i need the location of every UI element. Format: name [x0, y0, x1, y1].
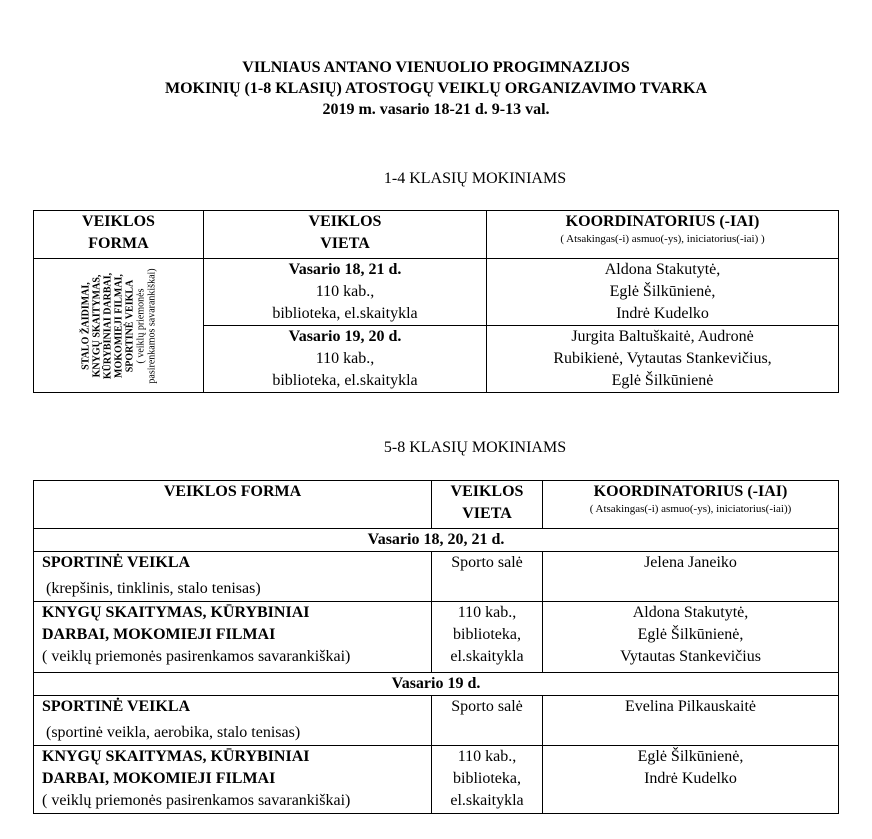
activity-note: ( veiklų priemonės pasirenkamos savarankiškai) — [42, 648, 351, 665]
activity-cell — [34, 602, 432, 673]
table1-header-row — [34, 211, 839, 259]
section2-title: 5-8 KLASIŲ MOKINIAMS — [383, 439, 567, 456]
col-header-koordinatorius-sub: ( Atsakingas(-i) asmuo(-ys), iniciatorius(-iai) ) — [560, 233, 765, 245]
place-cell — [432, 746, 543, 814]
col-header-koordinatorius-sub: ( Atsakingas(-i) asmuo(-ys), iniciatorius(-iai)) — [589, 503, 792, 515]
col-header-koordinatorius-label: KOORDINATORIUS (-IAI) — [565, 213, 760, 230]
activity-cell — [34, 746, 432, 814]
activity-title: KNYGŲ SKAITYMAS, KŪRYBINIAI — [42, 604, 310, 621]
col-header-koordinatorius-label: KOORDINATORIUS (-IAI) — [593, 483, 788, 500]
activity-form-title: STALO ŽAIDIMAI, KNYGŲ SKAITYMAS, KŪRYBINIAI DARBAI, MOKOMIEJI FILMAI, SPORTINĖ VEIKLA — [80, 272, 135, 379]
activity-note: (sportinė veikla, aerobika, stalo tenisas) — [46, 724, 301, 741]
coordinator-name: Jurgita Baltuškaitė, Audronė — [571, 328, 754, 345]
place-cell — [204, 259, 487, 326]
activity-title: DARBAI, MOKOMIEJI FILMAI — [42, 770, 276, 787]
col-header-forma — [34, 211, 204, 259]
date-group-row — [34, 529, 839, 552]
date-group-row — [34, 673, 839, 696]
row-place: 110 kab., — [457, 748, 517, 765]
date-group-label: Vasario 19 d. — [34, 673, 839, 696]
row-place: 110 kab., — [315, 283, 375, 300]
col-header-vieta-l2: VIETA — [462, 505, 512, 522]
activity-form-vertical-text — [80, 263, 157, 388]
activity-note: ( veiklų priemonės pasirenkamos savarankiškai) — [42, 792, 351, 809]
place-cell: Sporto salė — [432, 696, 543, 746]
document-date: 2019 m. vasario 18-21 d. 9-13 val. — [322, 101, 550, 118]
activity-title: DARBAI, MOKOMIEJI FILMAI — [42, 626, 276, 643]
place-cell: Sporto salė — [432, 552, 543, 602]
col-header-forma-l2: FORMA — [88, 235, 149, 252]
coordinator-cell — [487, 326, 839, 393]
coordinator-name: Vytautas Stankevičius — [620, 648, 761, 665]
table-row — [34, 259, 839, 326]
row-place: biblioteka, el.skaitykla — [272, 372, 418, 389]
document-title: MOKINIŲ (1-8 KLASIŲ) ATOSTOGŲ VEIKLŲ ORGANIZAVIMO TVARKA — [164, 80, 708, 97]
col-header-koordinatorius — [487, 211, 839, 259]
school-name: VILNIAUS ANTANO VIENUOLIO PROGIMNAZIJOS — [242, 59, 630, 76]
activity-title: SPORTINĖ VEIKLA — [42, 698, 191, 715]
col-header-vieta — [432, 481, 543, 529]
activity-cell — [34, 552, 432, 602]
coordinator-name: Indrė Kudelko — [644, 770, 737, 787]
table-row — [34, 696, 839, 746]
coordinator-name: Indrė Kudelko — [616, 305, 709, 322]
row-date: Vasario 18, 21 d. — [288, 261, 402, 278]
document-header — [0, 57, 872, 120]
row-place: 110 kab., — [457, 604, 517, 621]
table-row — [34, 552, 839, 602]
coordinator-name: Eglė Šilkūnienė, — [637, 626, 744, 643]
date-group-label: Vasario 18, 20, 21 d. — [34, 529, 839, 552]
coordinator-cell — [543, 602, 839, 673]
table-row — [34, 602, 839, 673]
row-date: Vasario 19, 20 d. — [288, 328, 402, 345]
schedule-table-1-4 — [33, 210, 839, 393]
row-place: biblioteka, — [453, 626, 521, 643]
col-header-forma — [34, 481, 432, 529]
coordinator-name: Aldona Stakutytė, — [604, 261, 721, 278]
coordinator-name: Aldona Stakutytė, — [632, 604, 749, 621]
schedule-table-5-8 — [33, 480, 839, 814]
col-header-forma-label: VEIKLOS FORMA — [163, 483, 302, 500]
activity-cell — [34, 696, 432, 746]
col-header-vieta-l1: VEIKLOS — [308, 213, 382, 230]
section1-title: 1-4 KLASIŲ MOKINIAMS — [383, 170, 567, 187]
col-header-vieta — [204, 211, 487, 259]
table-row — [34, 746, 839, 814]
place-cell — [204, 326, 487, 393]
coordinator-cell: Evelina Pilkauskaitė — [543, 696, 839, 746]
row-place: biblioteka, el.skaitykla — [272, 305, 418, 322]
activity-note: (krepšinis, tinklinis, stalo tenisas) — [46, 580, 261, 597]
activity-title: KNYGŲ SKAITYMAS, KŪRYBINIAI — [42, 748, 310, 765]
coordinator-name: Eglė Šilkūnienė — [611, 372, 714, 389]
row-place: el.skaitykla — [450, 648, 524, 665]
coordinator-name: Eglė Šilkūnienė, — [609, 283, 716, 300]
col-header-forma-l1: VEIKLOS — [82, 213, 155, 230]
coordinator-cell — [543, 746, 839, 814]
row-place: 110 kab., — [315, 350, 375, 367]
col-header-koordinatorius — [543, 481, 839, 529]
row-place: el.skaitykla — [450, 792, 524, 809]
activity-title: SPORTINĖ VEIKLA — [42, 554, 191, 571]
activity-form-cell — [34, 259, 204, 393]
coordinator-cell — [487, 259, 839, 326]
place-cell — [432, 602, 543, 673]
table2-header-row — [34, 481, 839, 529]
row-place: biblioteka, — [453, 770, 521, 787]
col-header-vieta-l2: VIETA — [320, 235, 370, 252]
coordinator-name: Rubikienė, Vytautas Stankevičius, — [553, 350, 772, 367]
col-header-vieta-l1: VEIKLOS — [450, 483, 524, 500]
coordinator-cell: Jelena Janeiko — [543, 552, 839, 602]
activity-form-note: ( veiklų priemonės pasirenkamos savarankiškai) — [135, 267, 157, 384]
coordinator-name: Eglė Šilkūnienė, — [637, 748, 744, 765]
